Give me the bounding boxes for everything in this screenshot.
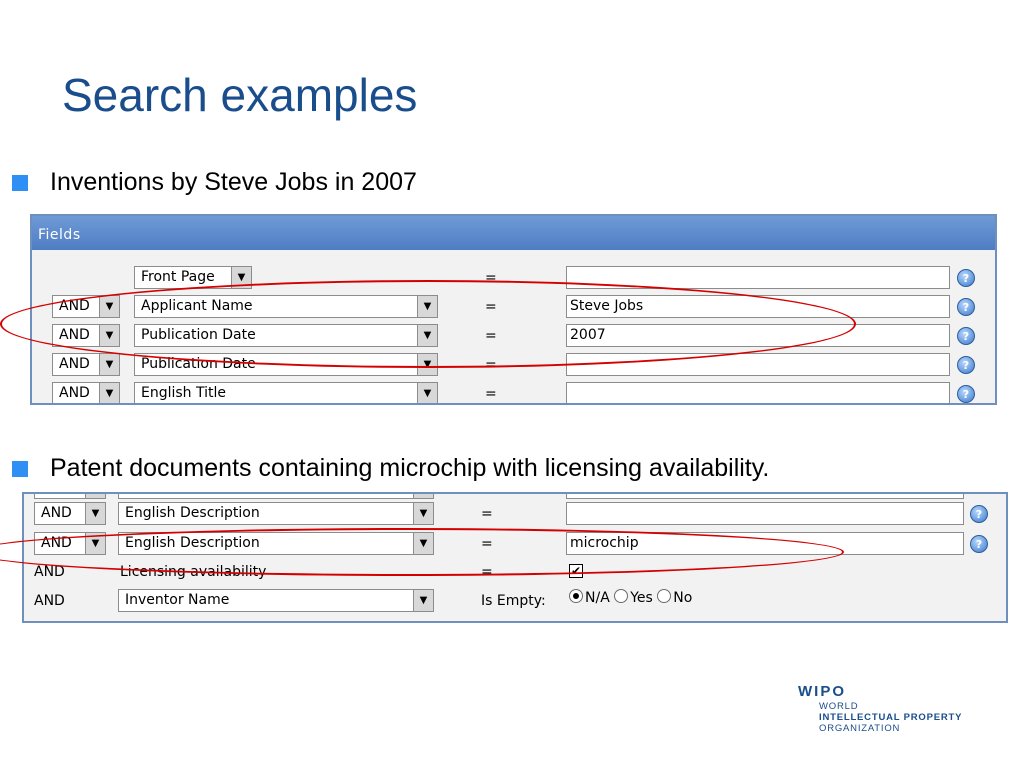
value-input[interactable]: [566, 382, 950, 405]
value-input[interactable]: [566, 502, 964, 525]
radio-label: No: [673, 590, 693, 606]
chevron-down-icon: ▼: [99, 383, 119, 404]
bullet-text: Inventions by Steve Jobs in 2007: [50, 168, 417, 196]
bullet-square-icon: [12, 461, 28, 477]
licensing-checkbox[interactable]: ✔: [570, 564, 582, 578]
field-select[interactable]: Inventor Name ▼: [118, 589, 434, 612]
field-label: Licensing availability: [120, 564, 267, 580]
is-empty-radio-group: [569, 590, 692, 606]
help-icon[interactable]: ?: [957, 385, 975, 403]
wipo-logo: [798, 683, 963, 734]
boolean-select[interactable]: AND ▼: [52, 353, 120, 376]
operator-equals: =: [485, 328, 497, 344]
field-select[interactable]: Applicant Name ▼: [134, 295, 438, 318]
chevron-down-icon: ▼: [85, 533, 105, 554]
operator-equals: =: [485, 386, 497, 402]
value-input[interactable]: 2007: [566, 324, 950, 347]
chevron-down-icon: ▼: [413, 533, 433, 554]
field-select[interactable]: English Description ▼: [118, 532, 434, 555]
operator-equals: =: [485, 299, 497, 315]
field-select[interactable]: Front Page ▼: [134, 266, 252, 289]
field-select[interactable]: English Description ▼: [118, 502, 434, 525]
chevron-down-icon: ▼: [231, 267, 251, 288]
fields-panel: [30, 214, 997, 405]
field-select[interactable]: [118, 492, 434, 499]
help-icon[interactable]: ?: [970, 535, 988, 553]
help-icon[interactable]: ?: [957, 298, 975, 316]
logo-name: WIPO: [798, 683, 846, 700]
boolean-select[interactable]: AND ▼: [34, 532, 106, 555]
operator-equals: =: [481, 564, 493, 580]
operator-equals: =: [481, 506, 493, 522]
value-input[interactable]: [566, 492, 964, 499]
radio-yes[interactable]: [614, 589, 628, 603]
chevron-down-icon: ▼: [99, 296, 119, 317]
logo-subtitle: WORLD INTELLECTUAL PROPERTY ORGANIZATION: [819, 701, 963, 734]
radio-label: N/A: [585, 590, 610, 606]
bullet-square-icon: [12, 175, 28, 191]
operator-equals: =: [481, 536, 493, 552]
chevron-down-icon: ▼: [99, 354, 119, 375]
help-icon[interactable]: ?: [957, 356, 975, 374]
chevron-down-icon: ▼: [417, 383, 437, 404]
chevron-down-icon: ▼: [417, 296, 437, 317]
chevron-down-icon: ▼: [417, 354, 437, 375]
field-select[interactable]: Publication Date ▼: [134, 324, 438, 347]
boolean-select[interactable]: AND ▼: [52, 324, 120, 347]
chevron-down-icon: ▼: [99, 325, 119, 346]
operator-equals: =: [485, 270, 497, 286]
boolean-select[interactable]: [34, 492, 106, 499]
value-input[interactable]: microchip: [566, 532, 964, 555]
value-input[interactable]: Steve Jobs: [566, 295, 950, 318]
bullet-item: [12, 454, 769, 483]
boolean-select[interactable]: AND ▼: [52, 382, 120, 405]
panel-header: Fields: [32, 216, 995, 250]
chevron-down-icon: ▼: [413, 590, 433, 611]
bullet-item: [12, 168, 417, 197]
help-icon[interactable]: ?: [957, 269, 975, 287]
slide-title: Search examples: [62, 69, 418, 121]
boolean-select[interactable]: AND ▼: [34, 502, 106, 525]
help-icon[interactable]: ?: [970, 505, 988, 523]
radio-label: Yes: [630, 590, 653, 606]
chevron-down-icon: ▼: [413, 503, 433, 524]
help-icon[interactable]: ?: [957, 327, 975, 345]
radio-na[interactable]: [569, 589, 583, 603]
field-select[interactable]: Publication Date ▼: [134, 353, 438, 376]
chevron-down-icon: ▼: [85, 503, 105, 524]
is-empty-label: Is Empty:: [481, 593, 546, 609]
chevron-down-icon: ▼: [417, 325, 437, 346]
value-input[interactable]: [566, 353, 950, 376]
value-input[interactable]: [566, 266, 950, 289]
boolean-label: AND: [34, 564, 65, 580]
fields-panel-2: [22, 492, 1008, 623]
field-select[interactable]: English Title ▼: [134, 382, 438, 405]
operator-equals: =: [485, 357, 497, 373]
bullet-text: Patent documents containing microchip with licensing availability.: [50, 454, 770, 482]
boolean-select[interactable]: AND ▼: [52, 295, 120, 318]
boolean-label: AND: [34, 593, 65, 609]
radio-no[interactable]: [657, 589, 671, 603]
